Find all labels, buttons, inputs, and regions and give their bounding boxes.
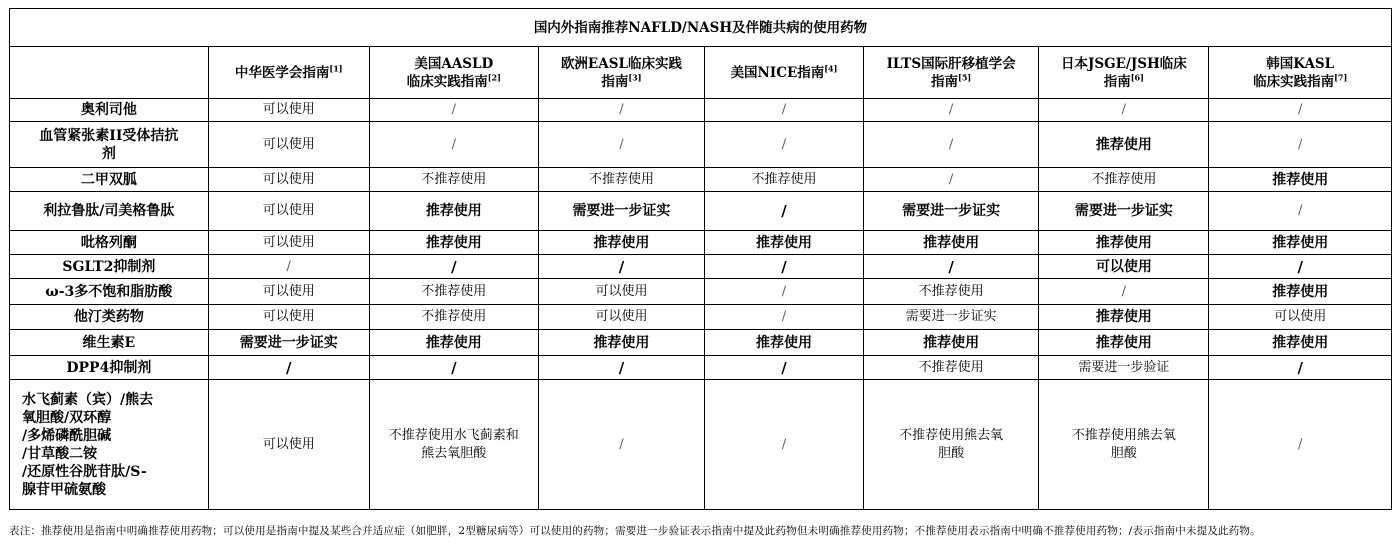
drug-name-cell: 血管紧张素II受体拮抗 剂 [10,122,209,168]
table-row [10,99,1392,122]
drug-name-cell: ω-3多不饱和脂肪酸 [10,279,209,305]
drug-name-cell: 水飞蓟素（宾）/熊去 氧胆酸/双环醇 /多烯磷酰胆碱 /甘草酸二铵 /还原性谷胱苷肽/S- 腺苷甲硫氨酸 [10,380,209,510]
recommendation-cell: / [538,99,704,122]
recommendation-cell: 推荐使用 [1039,330,1209,356]
column-header-text: 欧洲EASL临床实践 [560,55,682,72]
column-header-text: 指南 [601,73,629,90]
drug-name-cell: DPP4抑制剂 [10,356,209,380]
column-header [1039,47,1209,99]
reference-marker: [2] [487,72,501,82]
recommendation-cell: / [705,192,864,231]
recommendation-cell: 不推荐使用 [705,168,864,192]
recommendation-cell: 可以使用 [208,122,369,168]
recommendation-cell: / [863,122,1038,168]
recommendation-cell: / [538,255,704,279]
recommendation-cell: 不推荐使用熊去氧 胆酸 [863,380,1038,510]
recommendation-cell: / [863,255,1038,279]
table-row [10,330,1392,356]
column-header-text: 中华医学会指南 [234,64,330,81]
recommendation-cell: / [208,255,369,279]
recommendation-cell: 不推荐使用熊去氧 胆酸 [1039,380,1209,510]
recommendation-cell: 推荐使用 [705,330,864,356]
recommendation-cell: / [863,99,1038,122]
recommendation-cell: 推荐使用 [1209,279,1392,305]
drug-name-cell: 奥利司他 [10,99,209,122]
table-row [10,168,1392,192]
recommendation-cell: / [369,255,538,279]
column-header-text: 临床实践指南 [1253,73,1335,90]
column-header-text: 韩国KASL [1266,55,1335,72]
recommendation-cell: / [1209,99,1392,122]
recommendation-cell: 推荐使用 [1209,168,1392,192]
recommendation-cell: / [705,380,864,510]
recommendation-cell: / [705,279,864,305]
recommendation-cell: 推荐使用 [1039,231,1209,255]
recommendation-cell: 不推荐使用 [863,279,1038,305]
recommendation-cell: / [369,356,538,380]
drug-name-cell: SGLT2抑制剂 [10,255,209,279]
column-header-text: 美国AASLD [414,55,494,72]
recommendation-cell: 需要进一步验证 [1039,356,1209,380]
recommendation-cell: 不推荐使用 [863,356,1038,380]
column-header-text: 指南 [931,73,959,90]
recommendation-cell: / [705,356,864,380]
table-row [10,305,1392,330]
column-header [705,47,864,99]
recommendation-cell: / [369,99,538,122]
recommendation-cell: 可以使用 [1039,255,1209,279]
recommendation-cell: 可以使用 [538,279,704,305]
drug-name-cell: 利拉鲁肽/司美格鲁肽 [10,192,209,231]
column-header [369,47,538,99]
recommendation-cell: 可以使用 [208,99,369,122]
recommendation-cell: 可以使用 [1209,305,1392,330]
recommendation-cell: 推荐使用 [1039,305,1209,330]
recommendation-cell: / [1209,192,1392,231]
recommendation-cell: / [1039,99,1209,122]
column-header [863,47,1038,99]
recommendation-cell: 不推荐使用 [369,279,538,305]
recommendation-cell: 推荐使用 [538,330,704,356]
column-header-text: 日本JSGE/JSH临床 [1060,55,1187,72]
recommendation-cell: 不推荐使用 [369,305,538,330]
recommendation-cell: 推荐使用 [1209,231,1392,255]
drug-name-cell: 吡格列酮 [10,231,209,255]
recommendation-cell: 需要进一步证实 [208,330,369,356]
table-title: 国内外指南推荐NAFLD/NASH及伴随共病的使用药物 [10,9,1392,47]
table-row [10,356,1392,380]
recommendation-cell: / [369,122,538,168]
recommendation-cell: 可以使用 [208,231,369,255]
recommendation-cell: / [1209,122,1392,168]
table-row [10,192,1392,231]
header-corner-cell [10,47,209,99]
recommendation-cell: 推荐使用 [705,231,864,255]
reference-marker: [3] [628,72,642,82]
reference-marker: [5] [958,72,972,82]
recommendation-cell: / [1209,255,1392,279]
guideline-table-container [9,8,1392,510]
recommendation-cell: / [705,255,864,279]
column-header-text: 美国NICE指南 [730,64,825,81]
drug-name-cell: 维生素E [10,330,209,356]
recommendation-cell: / [705,305,864,330]
recommendation-cell: 需要进一步证实 [1039,192,1209,231]
recommendation-cell: 推荐使用 [369,231,538,255]
column-header [1209,47,1392,99]
column-header-text: 指南 [1103,73,1131,90]
recommendation-cell: 推荐使用 [863,231,1038,255]
recommendation-cell: 可以使用 [208,168,369,192]
recommendation-cell: 推荐使用 [369,192,538,231]
recommendation-cell: 需要进一步证实 [863,305,1038,330]
reference-marker: [4] [824,63,838,73]
recommendation-cell: 可以使用 [208,380,369,510]
column-header-text: ILTS国际肝移植学会 [886,55,1016,72]
recommendation-cell: 需要进一步证实 [863,192,1038,231]
recommendation-cell: 推荐使用 [863,330,1038,356]
column-header [538,47,704,99]
recommendation-cell: 不推荐使用 [1039,168,1209,192]
table-footnote: 表注：推荐使用是指南中明确推荐使用药物；可以使用是指南中提及某些合并适应症（如肥胖，2型糖尿病等）可以使用的药物；需要进一步验证表示指南中提及此药物但未明确推荐使用药物；不推荐使用表示指南中明确不推荐使用药物；/表示指南中未提及此药物。 [9,525,1261,537]
recommendation-cell: / [208,356,369,380]
table-row [10,380,1392,510]
table-row [10,122,1392,168]
column-header [208,47,369,99]
recommendation-cell: 推荐使用 [1209,330,1392,356]
recommendation-cell: 不推荐使用 [538,168,704,192]
reference-marker: [7] [1334,72,1348,82]
guideline-table [9,8,1392,510]
recommendation-cell: 推荐使用 [369,330,538,356]
recommendation-cell: 可以使用 [538,305,704,330]
table-row [10,231,1392,255]
reference-marker: [6] [1130,72,1144,82]
recommendation-cell: 可以使用 [208,305,369,330]
recommendation-cell: / [705,99,864,122]
table-row [10,279,1392,305]
recommendation-cell: 不推荐使用水飞蓟素和 熊去氧胆酸 [369,380,538,510]
drug-name-cell: 二甲双胍 [10,168,209,192]
recommendation-cell: 需要进一步证实 [538,192,704,231]
recommendation-cell: / [538,122,704,168]
reference-marker: [1] [329,63,343,73]
column-header-text: 临床实践指南 [406,73,488,90]
recommendation-cell: / [538,380,704,510]
recommendation-cell: 推荐使用 [1039,122,1209,168]
drug-name-cell: 他汀类药物 [10,305,209,330]
recommendation-cell: / [1209,380,1392,510]
recommendation-cell: 不推荐使用 [369,168,538,192]
recommendation-cell: / [538,356,704,380]
recommendation-cell: 可以使用 [208,279,369,305]
recommendation-cell: / [705,122,864,168]
recommendation-cell: 可以使用 [208,192,369,231]
recommendation-cell: 推荐使用 [538,231,704,255]
recommendation-cell: / [1039,279,1209,305]
table-row [10,255,1392,279]
recommendation-cell: / [1209,356,1392,380]
recommendation-cell: / [863,168,1038,192]
header-row [10,47,1392,99]
